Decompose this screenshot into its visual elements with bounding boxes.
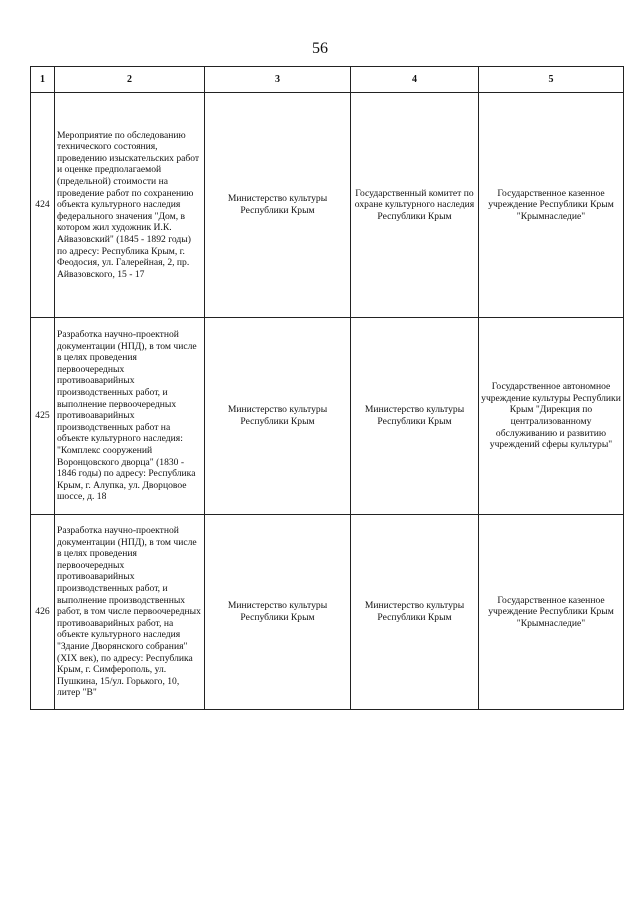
row-description: Разработка научно-проектной документации (НПД), в том числе в целях проведения первоочередных противоаварийных производственных работ, и выполнение первоочередных противоаварийных производственных работ на объекте культурного наследия: "Комплекс сооружений Воронцовского дворца" (1830 - 1846 годы) по адресу: Республика Крым, г. Алупка, ул. Дворцовое шоссе, д. 18 xyxy=(55,318,205,515)
row-number: 425 xyxy=(31,318,55,515)
row-col5: Государственное казенное учреждение Республики Крым "Крымнаследие" xyxy=(479,93,624,318)
row-col5: Государственное автономное учреждение культуры Республики Крым "Дирекция по централизованному обслуживанию и развитию учреждений сферы культуры" xyxy=(479,318,624,515)
column-header-1: 1 xyxy=(31,67,55,93)
column-header-4: 4 xyxy=(351,67,479,93)
row-description: Разработка научно-проектной документации (НПД), в том числе в целях проведения первоочередных противоаварийных производственных работ, и выполнение производственных работ, в том числе первоочередных противоаварийных работ, на объекте культурного наследия "Здание Дворянского собрания" (XIX век), по адресу: Республика Крым, г. Симферополь, ул. Пушкина, 15/ул. Горького, 10, литер "В" xyxy=(55,515,205,710)
row-col3: Министерство культуры Республики Крым xyxy=(205,318,351,515)
row-number: 424 xyxy=(31,93,55,318)
table-header-row xyxy=(31,67,624,93)
document-table xyxy=(30,66,624,710)
row-col4: Государственный комитет по охране культурного наследия Республики Крым xyxy=(351,93,479,318)
row-description: Мероприятие по обследованию технического состояния, проведению изыскательских работ и оценке предполагаемой (предельной) стоимости на проведение работ по сохранению объекта культурного наследия федерального значения "Дом, в котором жил художник И.К. Айвазовский" (1845 - 1892 годы) по адресу: Республика Крым, г. Феодосия, ул. Галерейная, 2, пр. Айвазовского, 15 - 17 xyxy=(55,93,205,318)
column-header-2: 2 xyxy=(55,67,205,93)
row-col4: Министерство культуры Республики Крым xyxy=(351,515,479,710)
table-row xyxy=(31,93,624,318)
row-col4: Министерство культуры Республики Крым xyxy=(351,318,479,515)
row-col5: Государственное казенное учреждение Республики Крым "Крымнаследие" xyxy=(479,515,624,710)
row-col3: Министерство культуры Республики Крым xyxy=(205,93,351,318)
row-number: 426 xyxy=(31,515,55,710)
table-row xyxy=(31,515,624,710)
table-row xyxy=(31,318,624,515)
page-number: 56 xyxy=(312,40,328,57)
column-header-3: 3 xyxy=(205,67,351,93)
row-col3: Министерство культуры Республики Крым xyxy=(205,515,351,710)
column-header-5: 5 xyxy=(479,67,624,93)
